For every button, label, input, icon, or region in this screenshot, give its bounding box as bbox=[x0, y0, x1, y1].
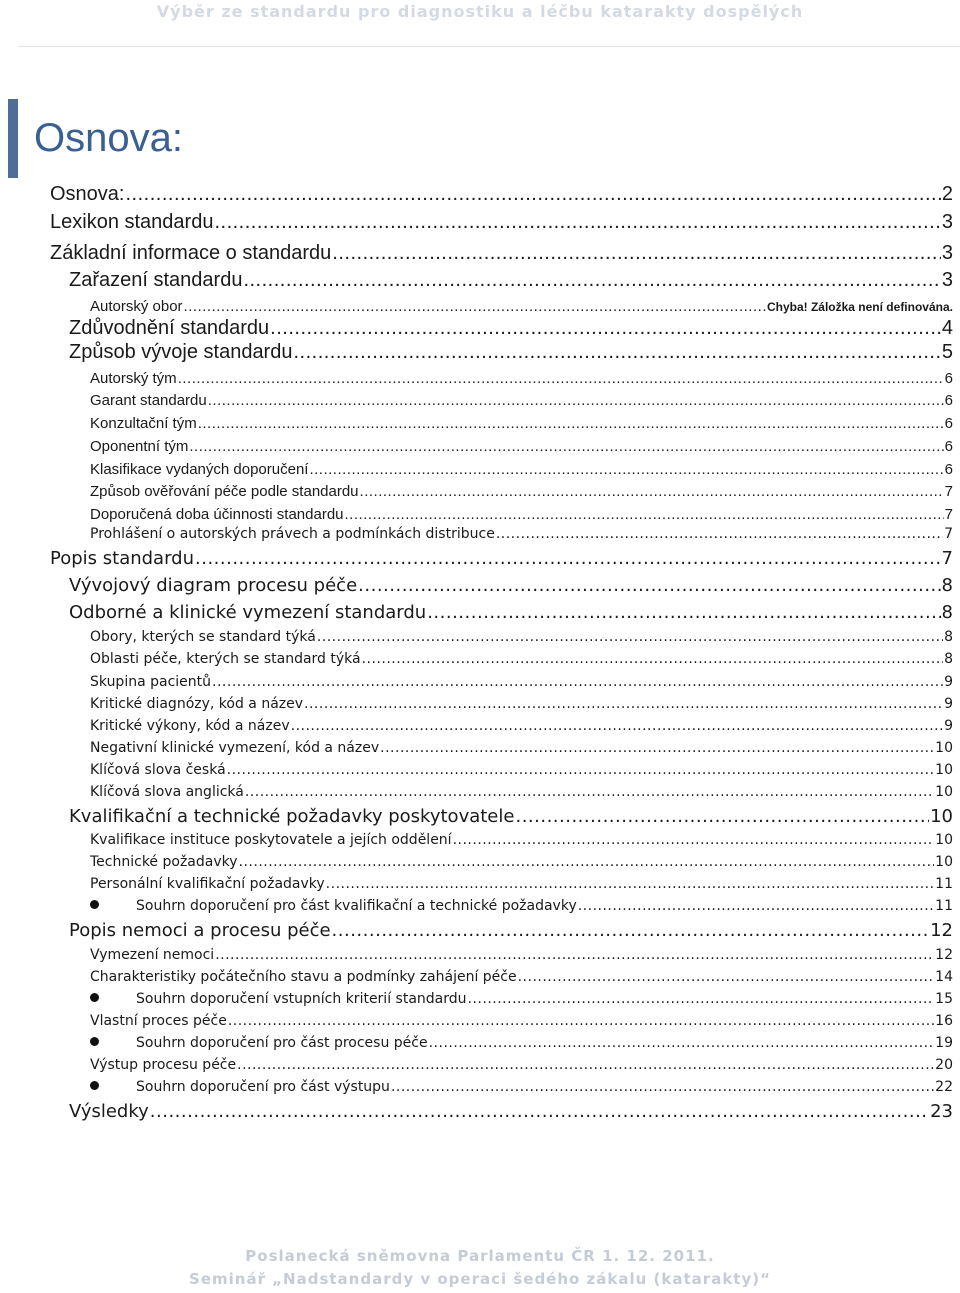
toc-entry[interactable]: Skupina pacientů ..... 9 bbox=[90, 674, 953, 690]
toc-entry[interactable]: Výsledky ..... 23 bbox=[69, 1101, 953, 1122]
toc-entry[interactable]: Konzultační tým ..... 6 bbox=[90, 415, 953, 432]
toc-entry[interactable]: Základní informace o standardu ..... 3 bbox=[50, 242, 953, 265]
toc-entry[interactable]: Klíčová slova česká ..... 10 bbox=[90, 762, 953, 778]
toc-entry[interactable]: Odborné a klinické vymezení standardu ..... 8 bbox=[69, 602, 953, 623]
header-divider bbox=[18, 46, 960, 47]
toc-entry[interactable]: Prohlášení o autorských právech a podmínkách distribuce ..... 7 bbox=[90, 526, 953, 542]
toc-entry[interactable]: Způsob ověřování péče podle standardu ..... 7 bbox=[90, 483, 953, 500]
toc-entry[interactable]: Charakteristiky počátečního stavu a podmínky zahájení péče ..... 14 bbox=[90, 969, 953, 985]
toc-entry[interactable]: Kritické výkony, kód a název ..... 9 bbox=[90, 718, 953, 734]
toc-entry[interactable]: Osnova: ..... 2 bbox=[50, 183, 953, 206]
toc-entry[interactable]: Kvalifikační a technické požadavky poskytovatele ..... 10 bbox=[69, 806, 953, 827]
toc-entry[interactable]: Souhrn doporučení pro část výstupu ..... 22 bbox=[90, 1079, 953, 1095]
toc-entry[interactable]: Lexikon standardu ..... 3 bbox=[50, 211, 953, 234]
toc-entry[interactable]: Vymezení nemoci ..... 12 bbox=[90, 947, 953, 963]
page-title: Osnova: bbox=[34, 116, 183, 160]
toc-entry[interactable]: Popis nemoci a procesu péče ..... 12 bbox=[69, 920, 953, 941]
toc-entry[interactable]: Zdůvodnění standardu ..... 4 bbox=[69, 317, 953, 340]
toc-entry[interactable]: Klíčová slova anglická ..... 10 bbox=[90, 784, 953, 800]
footer-line-2: Seminář „Nadstandardy v operaci šedého zákalu (katarakty)“ bbox=[189, 1270, 771, 1288]
toc-entry[interactable]: Kvalifikace instituce poskytovatele a jejích oddělení ..... 10 bbox=[90, 832, 953, 848]
bullet-icon bbox=[90, 900, 99, 909]
toc-entry[interactable]: Garant standardu ..... 6 bbox=[90, 392, 953, 409]
toc-entry[interactable]: Způsob vývoje standardu ..... 5 bbox=[69, 341, 953, 364]
toc-entry[interactable]: Oponentní tým ..... 6 bbox=[90, 438, 953, 455]
toc-entry[interactable]: Autorský obor ..... Chyba! Záložka není definována. bbox=[90, 298, 953, 315]
toc-entry[interactable]: Doporučená doba účinnosti standardu ..... 7 bbox=[90, 506, 953, 523]
footer-line-1: Poslanecká sněmovna Parlamentu ČR 1. 12. 2011. bbox=[245, 1247, 715, 1265]
running-header: Výběr ze standardu pro diagnostiku a léčbu katarakty dospělých bbox=[156, 2, 804, 21]
toc-entry[interactable]: Personální kvalifikační požadavky ..... 11 bbox=[90, 876, 953, 892]
toc-entry[interactable]: Zařazení standardu ..... 3 bbox=[69, 269, 953, 292]
toc-entry[interactable]: Autorský tým ..... 6 bbox=[90, 370, 953, 387]
toc-entry[interactable]: Klasifikace vydaných doporučení ..... 6 bbox=[90, 461, 953, 478]
bullet-icon bbox=[90, 1037, 99, 1046]
toc-entry[interactable]: Souhrn doporučení pro část kvalifikační a technické požadavky ..... 11 bbox=[90, 898, 953, 914]
heading-accent-bar bbox=[8, 99, 18, 178]
toc-entry[interactable]: Technické požadavky ..... 10 bbox=[90, 854, 953, 870]
bullet-icon bbox=[90, 1081, 99, 1090]
toc-entry[interactable]: Souhrn doporučení vstupních kriterií standardu ..... 15 bbox=[90, 991, 953, 1007]
toc-entry[interactable]: Vývojový diagram procesu péče ..... 8 bbox=[69, 575, 953, 596]
toc-entry[interactable]: Výstup procesu péče ..... 20 bbox=[90, 1057, 953, 1073]
toc-entry[interactable]: Souhrn doporučení pro část procesu péče ..... 19 bbox=[90, 1035, 953, 1051]
toc-entry[interactable]: Popis standardu ..... 7 bbox=[50, 548, 953, 569]
toc-entry[interactable]: Obory, kterých se standard týká ..... 8 bbox=[90, 629, 953, 645]
toc-entry[interactable]: Negativní klinické vymezení, kód a název ..... 10 bbox=[90, 740, 953, 756]
toc-entry[interactable]: Oblasti péče, kterých se standard týká ..... 8 bbox=[90, 651, 953, 667]
toc-entry[interactable]: Vlastní proces péče ..... 16 bbox=[90, 1013, 953, 1029]
toc-entry[interactable]: Kritické diagnózy, kód a název ..... 9 bbox=[90, 696, 953, 712]
bullet-icon bbox=[90, 993, 99, 1002]
